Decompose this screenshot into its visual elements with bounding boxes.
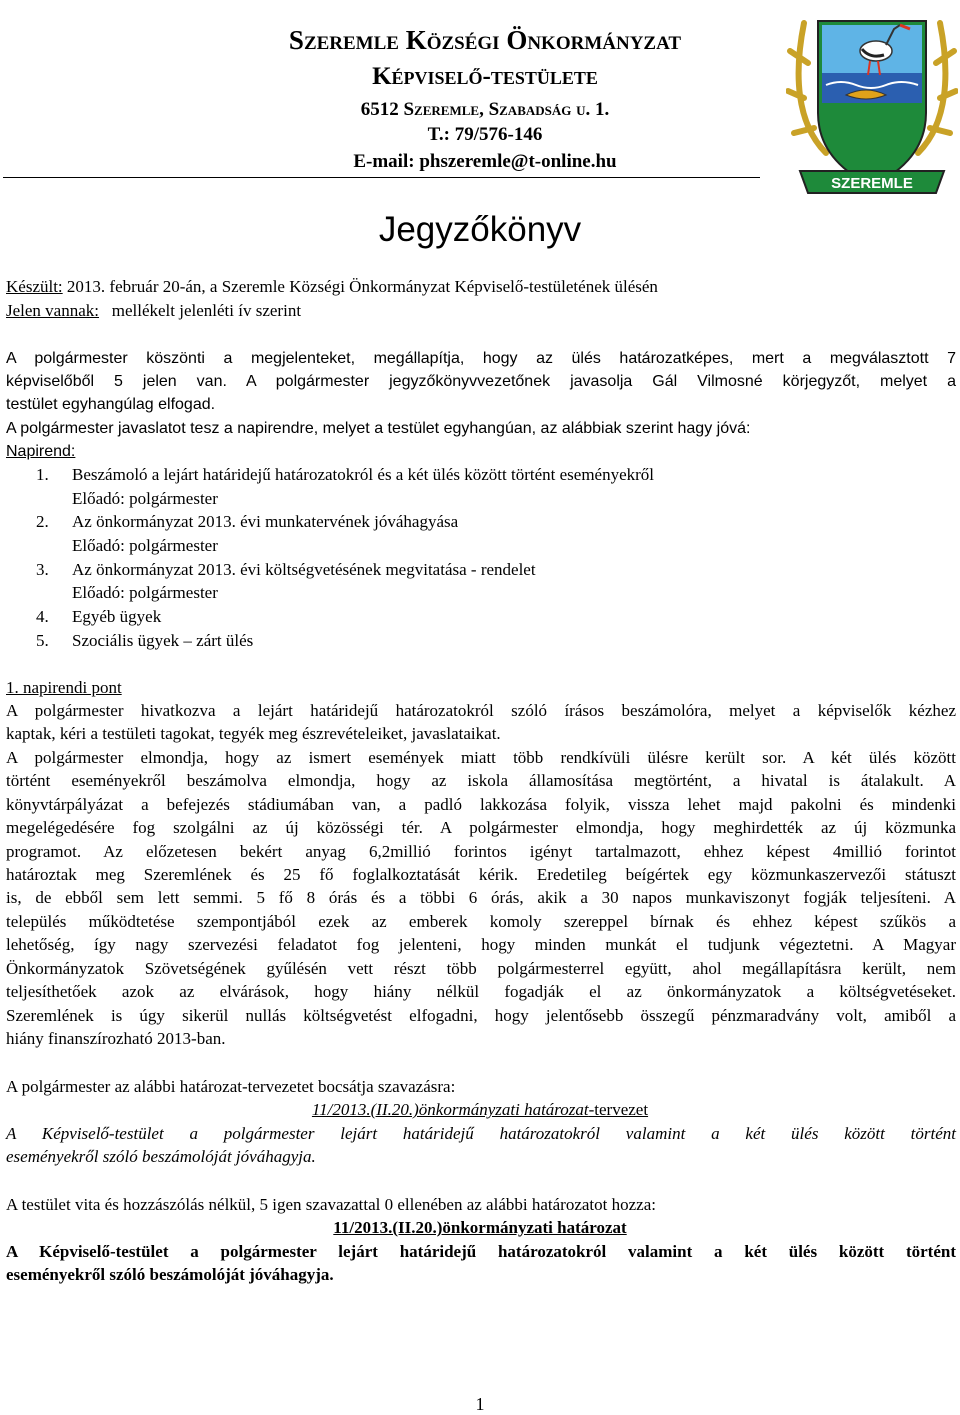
body-line: könyvtárpályázat a befejezés stádiumában van, a padló lakkozása folyik, vissza lehet majd pakolni és mindenki [6, 795, 956, 814]
body-line: település működtetése szempontjából ezek az emberek komoly szereppel bírnak és ehhez képest szűkös a [6, 912, 956, 931]
org-phone: T.: 79/576-146 [427, 124, 543, 145]
agenda-num: 5. [36, 631, 49, 650]
agenda-num: 2. [36, 512, 49, 531]
body-line: Önkormányzatok Szövetségének gyűlésén vett részt több polgármesterrel együtt, ahol megállapításra került, nem [6, 959, 956, 978]
agenda-presenter: Előadó: polgármester [72, 536, 218, 555]
agenda-text: Beszámoló a lejárt határidejű határozatokról és a két ülés között történt eseményekről [72, 465, 655, 484]
agenda-item [36, 629, 253, 652]
agenda-text: Az önkormányzat 2013. évi munkatervének jóváhagyása [72, 512, 459, 531]
draft-title-suffix: -tervezet [588, 1100, 649, 1119]
body-line: lehetőség, így nagy szervezési feladatot fog jelenteni, hogy minden munkát el tudjunk végeztetni. A Magyar [6, 935, 956, 954]
resolution-line: A Képviselő-testület a polgármester lejárt határidejű határozatokról valamint a két ülés között történt [6, 1242, 956, 1261]
vote-result: A testület vita és hozzászólás nélkül, 5 igen szavazattal 0 ellenében az alábbi határozatot hozza: [6, 1195, 656, 1214]
agenda-item [36, 605, 161, 628]
agenda-presenter: Előadó: polgármester [72, 583, 218, 602]
body-line: programot. Az előzetesen bekért anyag 6,2millió forintos igényt tartalmazott, ehhez képest 4millió forintot [6, 842, 956, 861]
intro-line: képviselőből 5 jelen van. A polgármester jegyzőkönyvvezetőnek javasolja Gál Vilmosné körjegyzőt, melyet a [6, 373, 956, 390]
body-line: megelégedésére fog szolgálni az új közösségi tér. A polgármester elmondja, hogy meghirdették az új közmunka [6, 818, 956, 837]
agenda-label: Napirend: [6, 443, 76, 460]
agenda-item [36, 510, 458, 533]
draft-line: A Képviselő-testület a polgármester lejárt határidejű határozatokról valamint a két ülés között történt [6, 1124, 956, 1143]
agenda-text: Szociális ügyek – zárt ülés [72, 631, 254, 650]
header-rule [3, 177, 760, 178]
agenda-item [36, 558, 536, 581]
present-text: mellékelt jelenléti ív szerint [99, 301, 302, 320]
agenda-intro: A polgármester javaslatot tesz a napirendre, melyet a testület egyhangúan, az alábbiak szerint hagy jóvá: [6, 420, 751, 437]
agenda-text: Egyéb ügyek [72, 607, 162, 626]
org-email: E-mail: phszeremle@t-online.hu [353, 151, 617, 172]
intro-line: A polgármester köszönti a megjelenteket, megállapítja, hogy az ülés határozatképes, mert a megválasztott 7 [6, 350, 956, 367]
made-line [6, 275, 956, 298]
body-line: A polgármester hivatkozva a lejárt határidejű határozatokról szóló írásos beszámolóra, melyet a képviselők kézhez [6, 701, 956, 720]
org-name: Szeremle Községi Önkormányzat [288, 25, 682, 55]
body-line: kaptak, kéri a testületi tagokat, tegyék meg észrevételeiket, javaslataikat. [6, 724, 501, 743]
org-address: 6512 Szeremle, Szabadság u. 1. [360, 99, 610, 120]
agenda-num: 4. [36, 607, 49, 626]
draft-line: eseményekről szóló beszámolóját jóváhagyja. [6, 1147, 316, 1166]
resolution-line: eseményekről szóló beszámolóját jóváhagyja. [6, 1265, 334, 1284]
document-title: Jegyzőkönyv [378, 210, 582, 249]
present-label: Jelen vannak: [6, 301, 99, 320]
page-number: 1 [475, 1394, 485, 1414]
draft-title [0, 1098, 960, 1121]
crest-label: SZEREMLE [831, 175, 913, 192]
agenda-text: Az önkormányzat 2013. évi költségvetésének megvitatása - rendelet [72, 560, 536, 579]
present-line [6, 299, 956, 322]
point1-heading: 1. napirendi pont [6, 678, 122, 697]
agenda-presenter: Előadó: polgármester [72, 489, 218, 508]
made-text: 2013. február 20-án, a Szeremle Községi Önkormányzat Képviselő-testületének ülésén [62, 277, 658, 296]
body-line: hiány finanszírozható 2013-ban. [6, 1029, 226, 1048]
intro-line: testület egyhangúlag elfogad. [6, 396, 216, 413]
made-label: Készült: [6, 277, 63, 296]
body-line: teljesíthetőek azok az elvárások, hogy hiány nélkül fogadják el az önkormányzatok a költségvetéseket. [6, 982, 956, 1001]
szeremle-coat-of-arms-icon [786, 3, 958, 213]
body-line: Szeremlének is úgy sikerül nullás költségvetést elfogadni, hogy jelentősebb összegű pénzmaradvány volt, amiből a [6, 1006, 956, 1025]
agenda-num: 3. [36, 560, 49, 579]
body-line: történt eseményekről beszámolva elmondja, hogy az iskola államosítása megtörtént, a hivatal is átalakult. A [6, 771, 956, 790]
body-line: határoztak meg Szeremlének és 25 fő foglalkoztatását kérik. Eredetileg beígértek egy közmunkaszervezői státuszt [6, 865, 956, 884]
org-body: Képviselő-testülete [372, 63, 598, 90]
body-line: A polgármester elmondja, hogy az ismert események miatt több rendkívüli ülésre került sor. A két ülés között [6, 748, 956, 767]
vote-intro: A polgármester az alábbi határozat-tervezetet bocsátja szavazásra: [6, 1077, 456, 1096]
agenda-num: 1. [36, 465, 49, 484]
draft-title-main: 11/2013.(II.20.)önkormányzati határozat [311, 1100, 589, 1119]
agenda-item [36, 463, 654, 486]
resolution-title: 11/2013.(II.20.)önkormányzati határozat [333, 1218, 627, 1237]
body-line: is, de ebből sem lett semmi. 5 fő 8 órás és a többi 6 órás, akik a 30 napos munkaviszonyt fogják teljesíteni. A [6, 888, 956, 907]
